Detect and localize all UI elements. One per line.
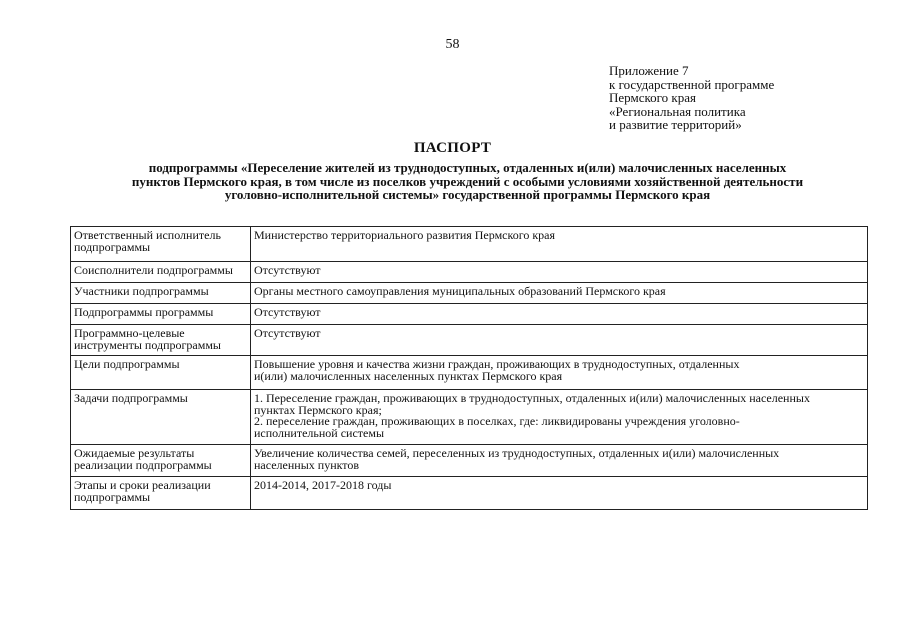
row-label <box>71 283 251 304</box>
subtitle-line: пунктов Пермского края, в том числе из поселков учреждений с особыми условиями хозяйственной деятельности <box>131 173 804 189</box>
row-value <box>251 390 868 445</box>
table-row <box>71 227 868 262</box>
value-line: Отсутствуют <box>254 263 321 277</box>
table-row <box>71 325 868 356</box>
row-value <box>251 445 868 477</box>
table-row <box>71 356 868 390</box>
value-line: 2014-2014, 2017-2018 годы <box>254 478 392 492</box>
appendix-line: Пермского края <box>609 90 696 105</box>
row-value <box>251 262 868 283</box>
label-line: Ответственный исполнитель <box>74 228 221 242</box>
row-label <box>71 325 251 356</box>
label-line: Задачи подпрограммы <box>74 391 188 405</box>
row-value <box>251 283 868 304</box>
row-value <box>251 227 868 262</box>
subtitle-line: уголовно-исполнительной системы» государственной программы Пермского края <box>224 187 711 202</box>
label-line: Программно-целевые <box>74 326 185 340</box>
passport-table <box>70 226 868 510</box>
value-line: населенных пунктов <box>254 457 360 472</box>
value-line: исполнительной системы <box>254 425 385 440</box>
row-label <box>71 445 251 477</box>
row-value <box>251 356 868 390</box>
table-row <box>71 262 868 283</box>
label-line: Участники подпрограммы <box>74 284 209 298</box>
value-line: Органы местного самоуправления муниципальных образований Пермского края <box>254 284 666 298</box>
row-label <box>71 390 251 445</box>
label-line: Цели подпрограммы <box>74 357 180 371</box>
row-label <box>71 304 251 325</box>
appendix-line: и развитие территорий» <box>609 117 742 132</box>
row-label <box>71 477 251 510</box>
row-value <box>251 477 868 510</box>
document-subtitle <box>40 161 895 202</box>
label-line: Этапы и сроки реализации <box>74 478 211 492</box>
value-line: Отсутствуют <box>254 305 321 319</box>
row-value <box>251 304 868 325</box>
table-row <box>71 445 868 477</box>
label-line: Соисполнители подпрограммы <box>74 263 233 277</box>
appendix-line: к государственной программе <box>609 76 775 92</box>
label-line: Подпрограммы программы <box>74 305 214 319</box>
label-line: подпрограммы <box>74 239 151 254</box>
value-line: 1. Переселение граждан, проживающих в труднодоступных, отдаленных и(или) малочисленных населенных <box>254 391 810 405</box>
table-row <box>71 477 868 510</box>
label-line: подпрограммы <box>74 489 151 504</box>
subtitle-line: подпрограммы «Переселение жителей из труднодоступных, отдаленных и(или) малочисленных населенных <box>148 160 787 175</box>
table-row <box>71 304 868 325</box>
row-label <box>71 262 251 283</box>
value-line: 2. переселение граждан, проживающих в поселках, где: ликвидированы учреждения уголовно- <box>254 414 740 428</box>
document-title: ПАСПОРТ <box>413 140 492 156</box>
row-value <box>251 325 868 356</box>
appendix-line: Приложение 7 <box>609 63 689 78</box>
value-line: и(или) малочисленных населенных пунктах Пермского края <box>254 368 563 383</box>
table-row <box>71 390 868 445</box>
appendix-line: «Региональная политика <box>609 103 746 119</box>
value-line: Министерство территориального развития Пермского края <box>254 228 556 242</box>
label-line: Ожидаемые результаты <box>74 446 195 460</box>
table-row <box>71 283 868 304</box>
page-number: 58 <box>445 37 460 52</box>
value-line: пунктах Пермского края; <box>254 402 382 417</box>
row-label <box>71 227 251 262</box>
row-label <box>71 356 251 390</box>
value-line: Отсутствуют <box>254 326 321 340</box>
appendix-note <box>609 64 774 132</box>
value-line: Увеличение количества семей, переселенных из труднодоступных, отдаленных и(или) малочисленных <box>254 446 780 460</box>
label-line: реализации подпрограммы <box>74 457 212 472</box>
value-line: Повышение уровня и качества жизни граждан, проживающих в труднодоступных, отдаленных <box>254 357 740 371</box>
label-line: инструменты подпрограммы <box>74 337 221 352</box>
